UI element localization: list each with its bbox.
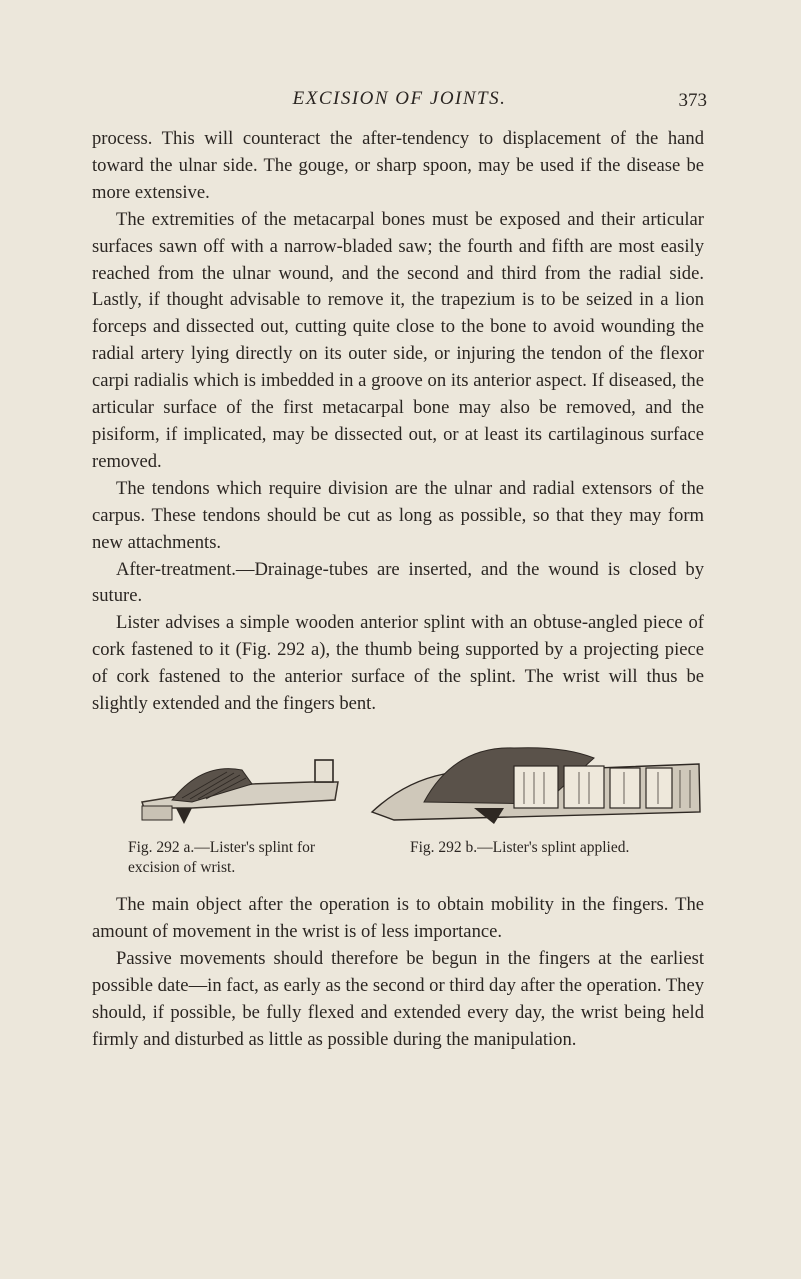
running-head (92, 88, 707, 118)
figure-captions (128, 838, 708, 888)
figure-caption: Fig. 292 a.—Lister's splint for excision of wrist. (128, 839, 316, 876)
paragraph: The tendons which require division are the ulnar and radial extensors of the carpus. These tendons should be cut as long as possible, so that they may form new attachments. (92, 477, 704, 553)
splint-illustration (132, 742, 344, 824)
paragraph: After-treatment.—Drainage-tubes are inserted, and the wound is closed by suture. (92, 558, 704, 607)
paragraph: Lister advises a simple wooden anterior splint with an obtuse-angled piece of cork fastened to it (Fig. 292 a), the thumb being supported by a projecting piece of cork fastened to the anterior surface of the splint. The wrist will thus be slightly extended and the fingers bent. (92, 612, 704, 715)
body-text-continued (92, 892, 704, 1053)
paragraph: process. This will counteract the after-tendency to displacement of the hand toward the ulnar side. The gouge, or sharp spoon, may be used if the disease be more extensive. (92, 128, 704, 203)
paragraph: The main object after the operation is to obtain mobility in the fingers. The amount of movement in the wrist is of less importance. (92, 894, 704, 942)
paragraph: The extremities of the metacarpal bones must be exposed and their articular surfaces sawn off with a narrow-bladed saw; the fourth and fifth are most easily reached from the ulnar wound, and the second and third from the radial side. Lastly, if thought advisable to remove it, the trapezium is to be seized in a lion forceps and dissected out, cutting quite close to the bone to avoid wounding the radial artery lying directly on its outer side, or injuring the tendon of the flexor carpi radialis which is imbedded in a groove on its anterior aspect. If diseased, the articular surface of the first metacarpal bone may also be removed, and the pisiform, if implicated, may be dissected out, or at least its cartilaginous surface removed. (92, 208, 704, 472)
running-title: EXCISION OF JOINTS. (292, 88, 507, 109)
figure-row (132, 742, 707, 828)
body-text (92, 126, 704, 718)
figure-caption: Fig. 292 b.—Lister's splint applied. (410, 839, 630, 856)
paragraph: Passive movements should therefore be begun in the fingers at the earliest possible date—in fact, as early as the second or third day after the operation. They should, if possible, be fully flexed and extended every day, the wrist being held firmly and disturbed as little as possible during the manipulation. (92, 947, 705, 1050)
page-number: 373 (678, 90, 707, 111)
splint-applied-illustration (364, 742, 704, 824)
